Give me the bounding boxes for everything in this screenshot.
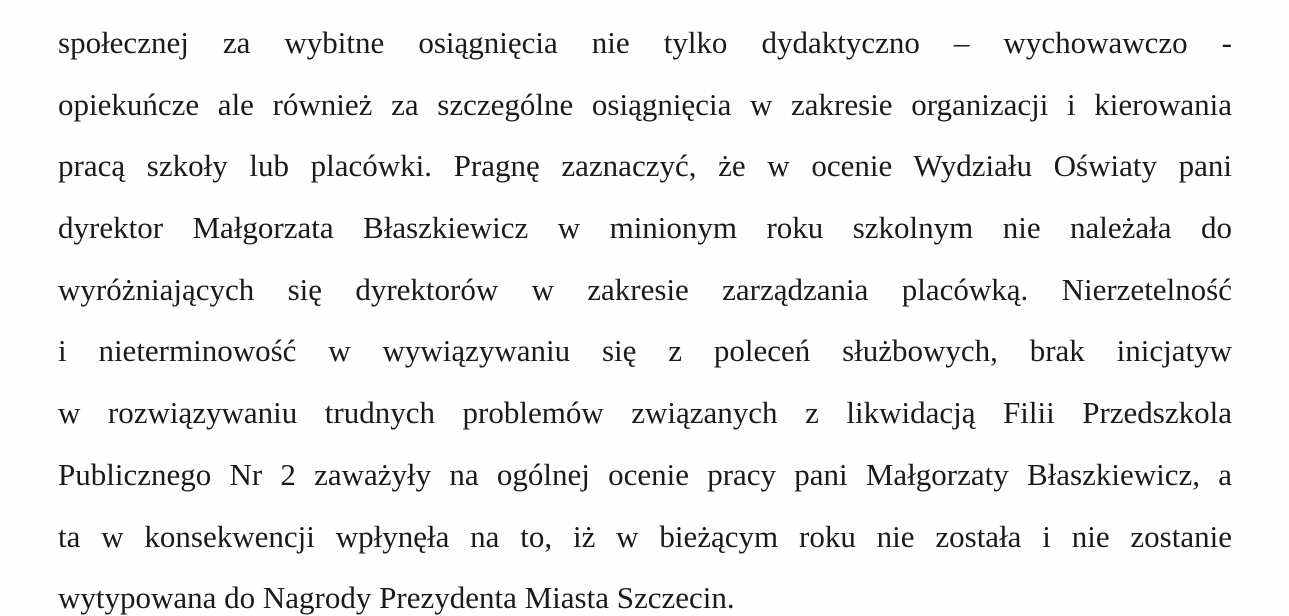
text-line: w rozwiązywaniu trudnych problemów związanych z likwidacją Filii Przedszkola [58, 395, 1232, 431]
letter-paragraph [58, 12, 1232, 616]
text-line: pracą szkoły lub placówki. Pragnę zaznaczyć, że w ocenie Wydziału Oświaty pani [58, 148, 1232, 184]
text-line: ta w konsekwencji wpłynęła na to, iż w bieżącym roku nie została i nie zostanie [58, 518, 1232, 554]
text-line-last: wytypowana do Nagrody Prezydenta Miasta Szczecin. [58, 580, 735, 616]
text-line: dyrektor Małgorzata Błaszkiewicz w minionym roku szkolnym nie należała do [58, 210, 1232, 246]
text-line: Publicznego Nr 2 zaważyły na ogólnej ocenie pracy pani Małgorzaty Błaszkiewicz, a [58, 456, 1232, 492]
text-line: i nieterminowość w wywiązywaniu się z poleceń służbowych, brak inicjatyw [58, 333, 1232, 369]
text-line: wyróżniających się dyrektorów w zakresie zarządzania placówką. Nierzetelność [58, 271, 1232, 307]
text-line: opiekuńcze ale również za szczególne osiągnięcia w zakresie organizacji i kierowania [58, 86, 1232, 122]
text-line: społecznej za wybitne osiągnięcia nie tylko dydaktyczno – wychowawczo - [58, 25, 1232, 60]
